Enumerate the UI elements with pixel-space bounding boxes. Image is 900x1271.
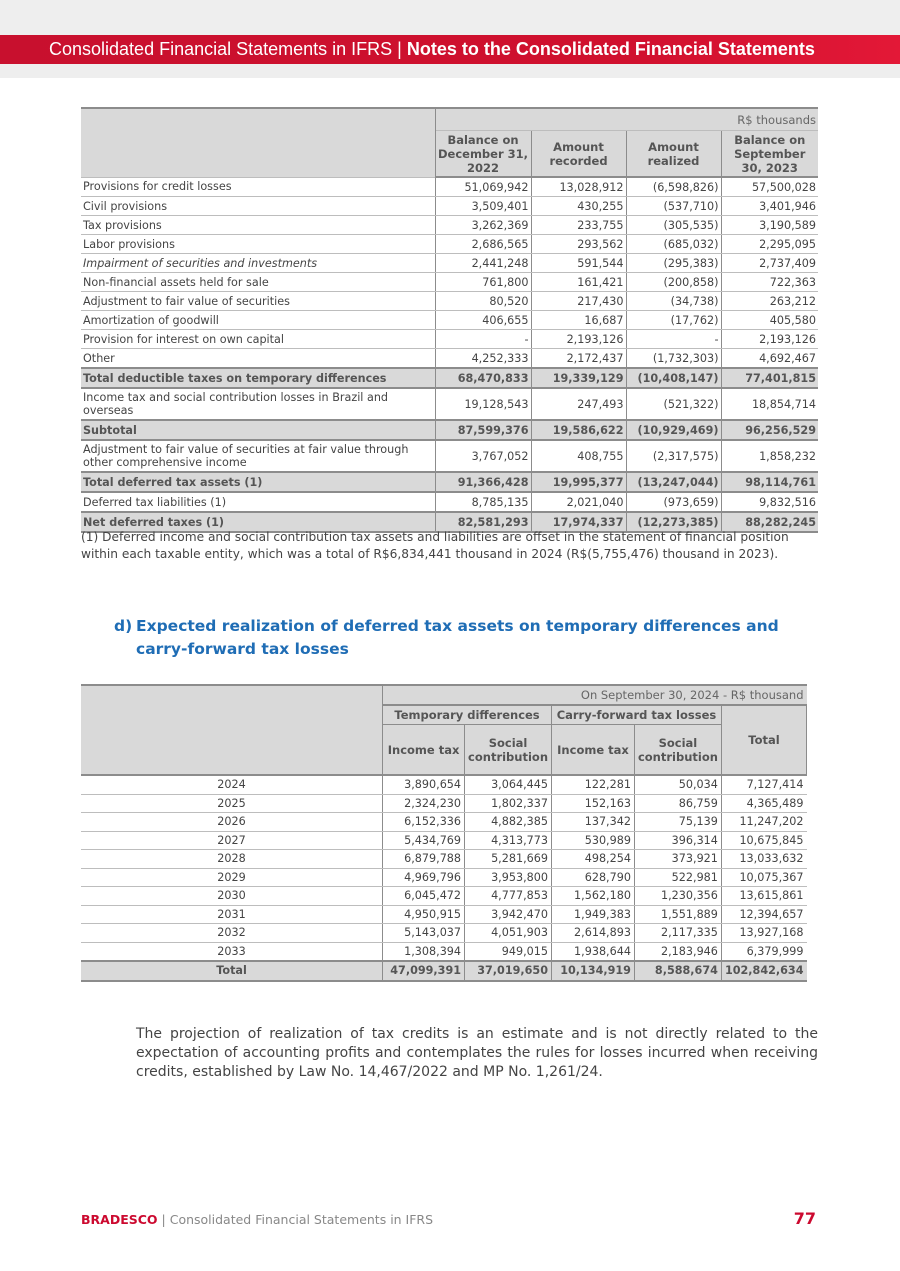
cell: 3,064,445 [465,775,552,794]
section-title: Expected realization of deferred tax assets on temporary differences and carry-forward tax losses [136,617,779,658]
row-label: Non-financial assets held for sale [81,273,435,292]
row-label: Adjustment to fair value of securities at fair value through other comprehensive income [81,440,435,472]
cell: 373,921 [634,850,721,869]
year-cell: 2027 [81,831,383,850]
year-cell: 2028 [81,850,383,869]
cell: 96,256,529 [721,420,818,440]
cell: (305,535) [626,216,721,235]
cell: - [626,330,721,349]
cell: (295,383) [626,254,721,273]
cell: 2,193,126 [721,330,818,349]
cell: 2,686,565 [435,235,531,254]
subtotal-row [81,420,818,440]
table-row [81,440,818,472]
table-row [81,850,807,869]
header-section-title: Notes to the Consolidated Financial Statements [406,39,815,59]
cell: 11,247,202 [721,813,806,832]
row-label: Tax provisions [81,216,435,235]
cell: (521,322) [626,388,721,420]
cell: 88,282,245 [721,512,818,532]
cell: 3,942,470 [465,905,552,924]
cell: 86,759 [634,794,721,813]
cell: 82,581,293 [435,512,531,532]
column-header: Income tax [552,725,635,776]
cell: 7,127,414 [721,775,806,794]
deferred-tax-table [81,107,818,533]
cell: 263,212 [721,292,818,311]
column-header: Social contribution [465,725,552,776]
row-label: Provision for interest on own capital [81,330,435,349]
year-cell: 2024 [81,775,383,794]
table-row [81,942,807,961]
cell: 47,099,391 [383,961,465,981]
cell: 293,562 [531,235,626,254]
table-row [81,924,807,943]
row-label: Labor provisions [81,235,435,254]
cell: 3,767,052 [435,440,531,472]
cell: 1,230,356 [634,887,721,906]
row-label: Total deferred tax assets (1) [81,472,435,492]
cell: 8,785,135 [435,492,531,512]
cell: 396,314 [634,831,721,850]
year-cell: 2033 [81,942,383,961]
row-label: Impairment of securities and investments [81,254,435,273]
unit-label: On September 30, 2024 - R$ thousand [383,685,807,705]
row-label: Net deferred taxes (1) [81,512,435,532]
cell: 405,580 [721,311,818,330]
group-header: Carry-forward tax losses [552,705,722,725]
cell: 2,021,040 [531,492,626,512]
cell: 4,692,467 [721,349,818,369]
cell: 13,927,168 [721,924,806,943]
year-cell: 2026 [81,813,383,832]
cell: 137,342 [552,813,635,832]
row-label: Subtotal [81,420,435,440]
unit-label: R$ thousands [435,108,818,131]
page-header [0,35,900,64]
cell: 152,163 [552,794,635,813]
cell: 68,470,833 [435,368,531,388]
cell: 2,193,126 [531,330,626,349]
cell: 1,562,180 [552,887,635,906]
cell: 1,802,337 [465,794,552,813]
cell: 4,365,489 [721,794,806,813]
cell: 4,051,903 [465,924,552,943]
table-corner-cell [81,108,435,177]
cell: 722,363 [721,273,818,292]
page-number: 77 [793,1209,816,1228]
table-row [81,868,807,887]
row-label: Provisions for credit losses [81,177,435,197]
row-label: Civil provisions [81,197,435,216]
cell: 3,262,369 [435,216,531,235]
table-row [81,388,818,420]
realization-table [81,684,807,982]
cell: 80,520 [435,292,531,311]
cell: 4,969,796 [383,868,465,887]
brand-name: BRADESCO [81,1212,158,1227]
table-row [81,292,818,311]
cell: (973,659) [626,492,721,512]
cell: 2,737,409 [721,254,818,273]
table-row [81,197,818,216]
cell: 628,790 [552,868,635,887]
cell: 19,586,622 [531,420,626,440]
cell: (537,710) [626,197,721,216]
cell: 2,183,946 [634,942,721,961]
cell: 37,019,650 [465,961,552,981]
cell: 949,015 [465,942,552,961]
cell: 2,172,437 [531,349,626,369]
cell: (17,762) [626,311,721,330]
cell: 1,551,889 [634,905,721,924]
year-cell: 2031 [81,905,383,924]
cell: 13,033,632 [721,850,806,869]
row-label: Adjustment to fair value of securities [81,292,435,311]
cell: 6,379,999 [721,942,806,961]
total-row [81,472,818,492]
year-cell: 2025 [81,794,383,813]
cell: 408,755 [531,440,626,472]
cell: 3,401,946 [721,197,818,216]
footer-text: Consolidated Financial Statements in IFRS [169,1212,434,1227]
cell: 75,139 [634,813,721,832]
table-row [81,813,807,832]
row-label: Amortization of goodwill [81,311,435,330]
cell: 19,995,377 [531,472,626,492]
cell: 2,614,893 [552,924,635,943]
cell: (10,929,469) [626,420,721,440]
row-label: Total deductible taxes on temporary differences [81,368,435,388]
cell: 5,143,037 [383,924,465,943]
column-header: Amount realized [626,131,721,178]
table-row [81,349,818,369]
cell: 5,434,769 [383,831,465,850]
cell: 4,950,915 [383,905,465,924]
cell: (13,247,044) [626,472,721,492]
cell: (2,317,575) [626,440,721,472]
cell: 406,655 [435,311,531,330]
cell: 591,544 [531,254,626,273]
table-row [81,887,807,906]
year-cell: 2032 [81,924,383,943]
cell: (685,032) [626,235,721,254]
column-header: Income tax [383,725,465,776]
cell: 6,045,472 [383,887,465,906]
column-header: Amount recorded [531,131,626,178]
table-row [81,831,807,850]
cell: 5,281,669 [465,850,552,869]
cell: (200,858) [626,273,721,292]
cell: 1,858,232 [721,440,818,472]
cell: 16,687 [531,311,626,330]
table-row [81,905,807,924]
cell: 522,981 [634,868,721,887]
cell: 2,117,335 [634,924,721,943]
year-cell: Total [81,961,383,981]
cell: 430,255 [531,197,626,216]
total-row [81,368,818,388]
cell: 3,509,401 [435,197,531,216]
header-separator: | [392,39,407,59]
cell: 12,394,657 [721,905,806,924]
cell: 10,134,919 [552,961,635,981]
table-row [81,235,818,254]
cell: 50,034 [634,775,721,794]
table-row [81,177,818,197]
cell: (10,408,147) [626,368,721,388]
row-label: Deferred tax liabilities (1) [81,492,435,512]
cell: 233,755 [531,216,626,235]
cell: 91,366,428 [435,472,531,492]
cell: (34,738) [626,292,721,311]
cell: 3,890,654 [383,775,465,794]
cell: 8,588,674 [634,961,721,981]
cell: 18,854,714 [721,388,818,420]
cell: 4,777,853 [465,887,552,906]
cell: 122,281 [552,775,635,794]
cell: 6,879,788 [383,850,465,869]
cell: 51,069,942 [435,177,531,197]
table-row [81,254,818,273]
page-footer [81,1212,433,1227]
cell: (1,732,303) [626,349,721,369]
cell: 19,128,543 [435,388,531,420]
table-row [81,775,807,794]
cell: 102,842,634 [721,961,806,981]
table-row [81,273,818,292]
header-doc-title: Consolidated Financial Statements in IFRS [49,39,393,59]
cell: 6,152,336 [383,813,465,832]
cell: 10,075,367 [721,868,806,887]
cell: 77,401,815 [721,368,818,388]
table-row [81,216,818,235]
cell: - [435,330,531,349]
cell: 10,675,845 [721,831,806,850]
cell: 4,252,333 [435,349,531,369]
cell: 17,974,337 [531,512,626,532]
table-corner-cell [81,685,383,775]
cell: 13,028,912 [531,177,626,197]
row-label: Income tax and social contribution losses in Brazil and overseas [81,388,435,420]
cell: 57,500,028 [721,177,818,197]
year-cell: 2029 [81,868,383,887]
cell: 498,254 [552,850,635,869]
cell: 761,800 [435,273,531,292]
cell: 1,938,644 [552,942,635,961]
cell: (12,273,385) [626,512,721,532]
table-row [81,311,818,330]
group-header: Temporary differences [383,705,552,725]
cell: 217,430 [531,292,626,311]
cell: 3,953,800 [465,868,552,887]
column-header: Total [721,705,806,775]
cell: 19,339,129 [531,368,626,388]
footer-separator: | [157,1212,170,1227]
cell: 1,308,394 [383,942,465,961]
section-letter: d) [114,617,133,635]
cell: 4,882,385 [465,813,552,832]
cell: 4,313,773 [465,831,552,850]
cell: 2,324,230 [383,794,465,813]
cell: 13,615,861 [721,887,806,906]
cell: (6,598,826) [626,177,721,197]
cell: 530,989 [552,831,635,850]
cell: 3,190,589 [721,216,818,235]
table-row [81,492,818,512]
cell: 9,832,516 [721,492,818,512]
cell: 247,493 [531,388,626,420]
cell: 1,949,383 [552,905,635,924]
row-label: Other [81,349,435,369]
column-header: Balance on December 31, 2022 [435,131,531,178]
table-row [81,330,818,349]
cell: 87,599,376 [435,420,531,440]
cell: 161,421 [531,273,626,292]
year-cell: 2030 [81,887,383,906]
column-header: Balance on September 30, 2023 [721,131,818,178]
explanatory-paragraph: The projection of realization of tax credits is an estimate and is not directly related to the expectation of accounting profits and contemplates the rules for losses incurred when receiving credits, established by Law No. 14,467/2022 and MP No. 1,261/24. [136,1026,818,1080]
table-footnote: (1) Deferred income and social contribution tax assets and liabilities are offset in the statement of financial position within each taxable entity, which was a total of R$6,834,441 thousand in 2024 (R$(5,755,476) thousand in 2023). [81,530,789,561]
cell: 98,114,761 [721,472,818,492]
cell: 2,441,248 [435,254,531,273]
column-header: Social contribution [634,725,721,776]
total-row [81,961,807,981]
cell: 2,295,095 [721,235,818,254]
table-row [81,794,807,813]
